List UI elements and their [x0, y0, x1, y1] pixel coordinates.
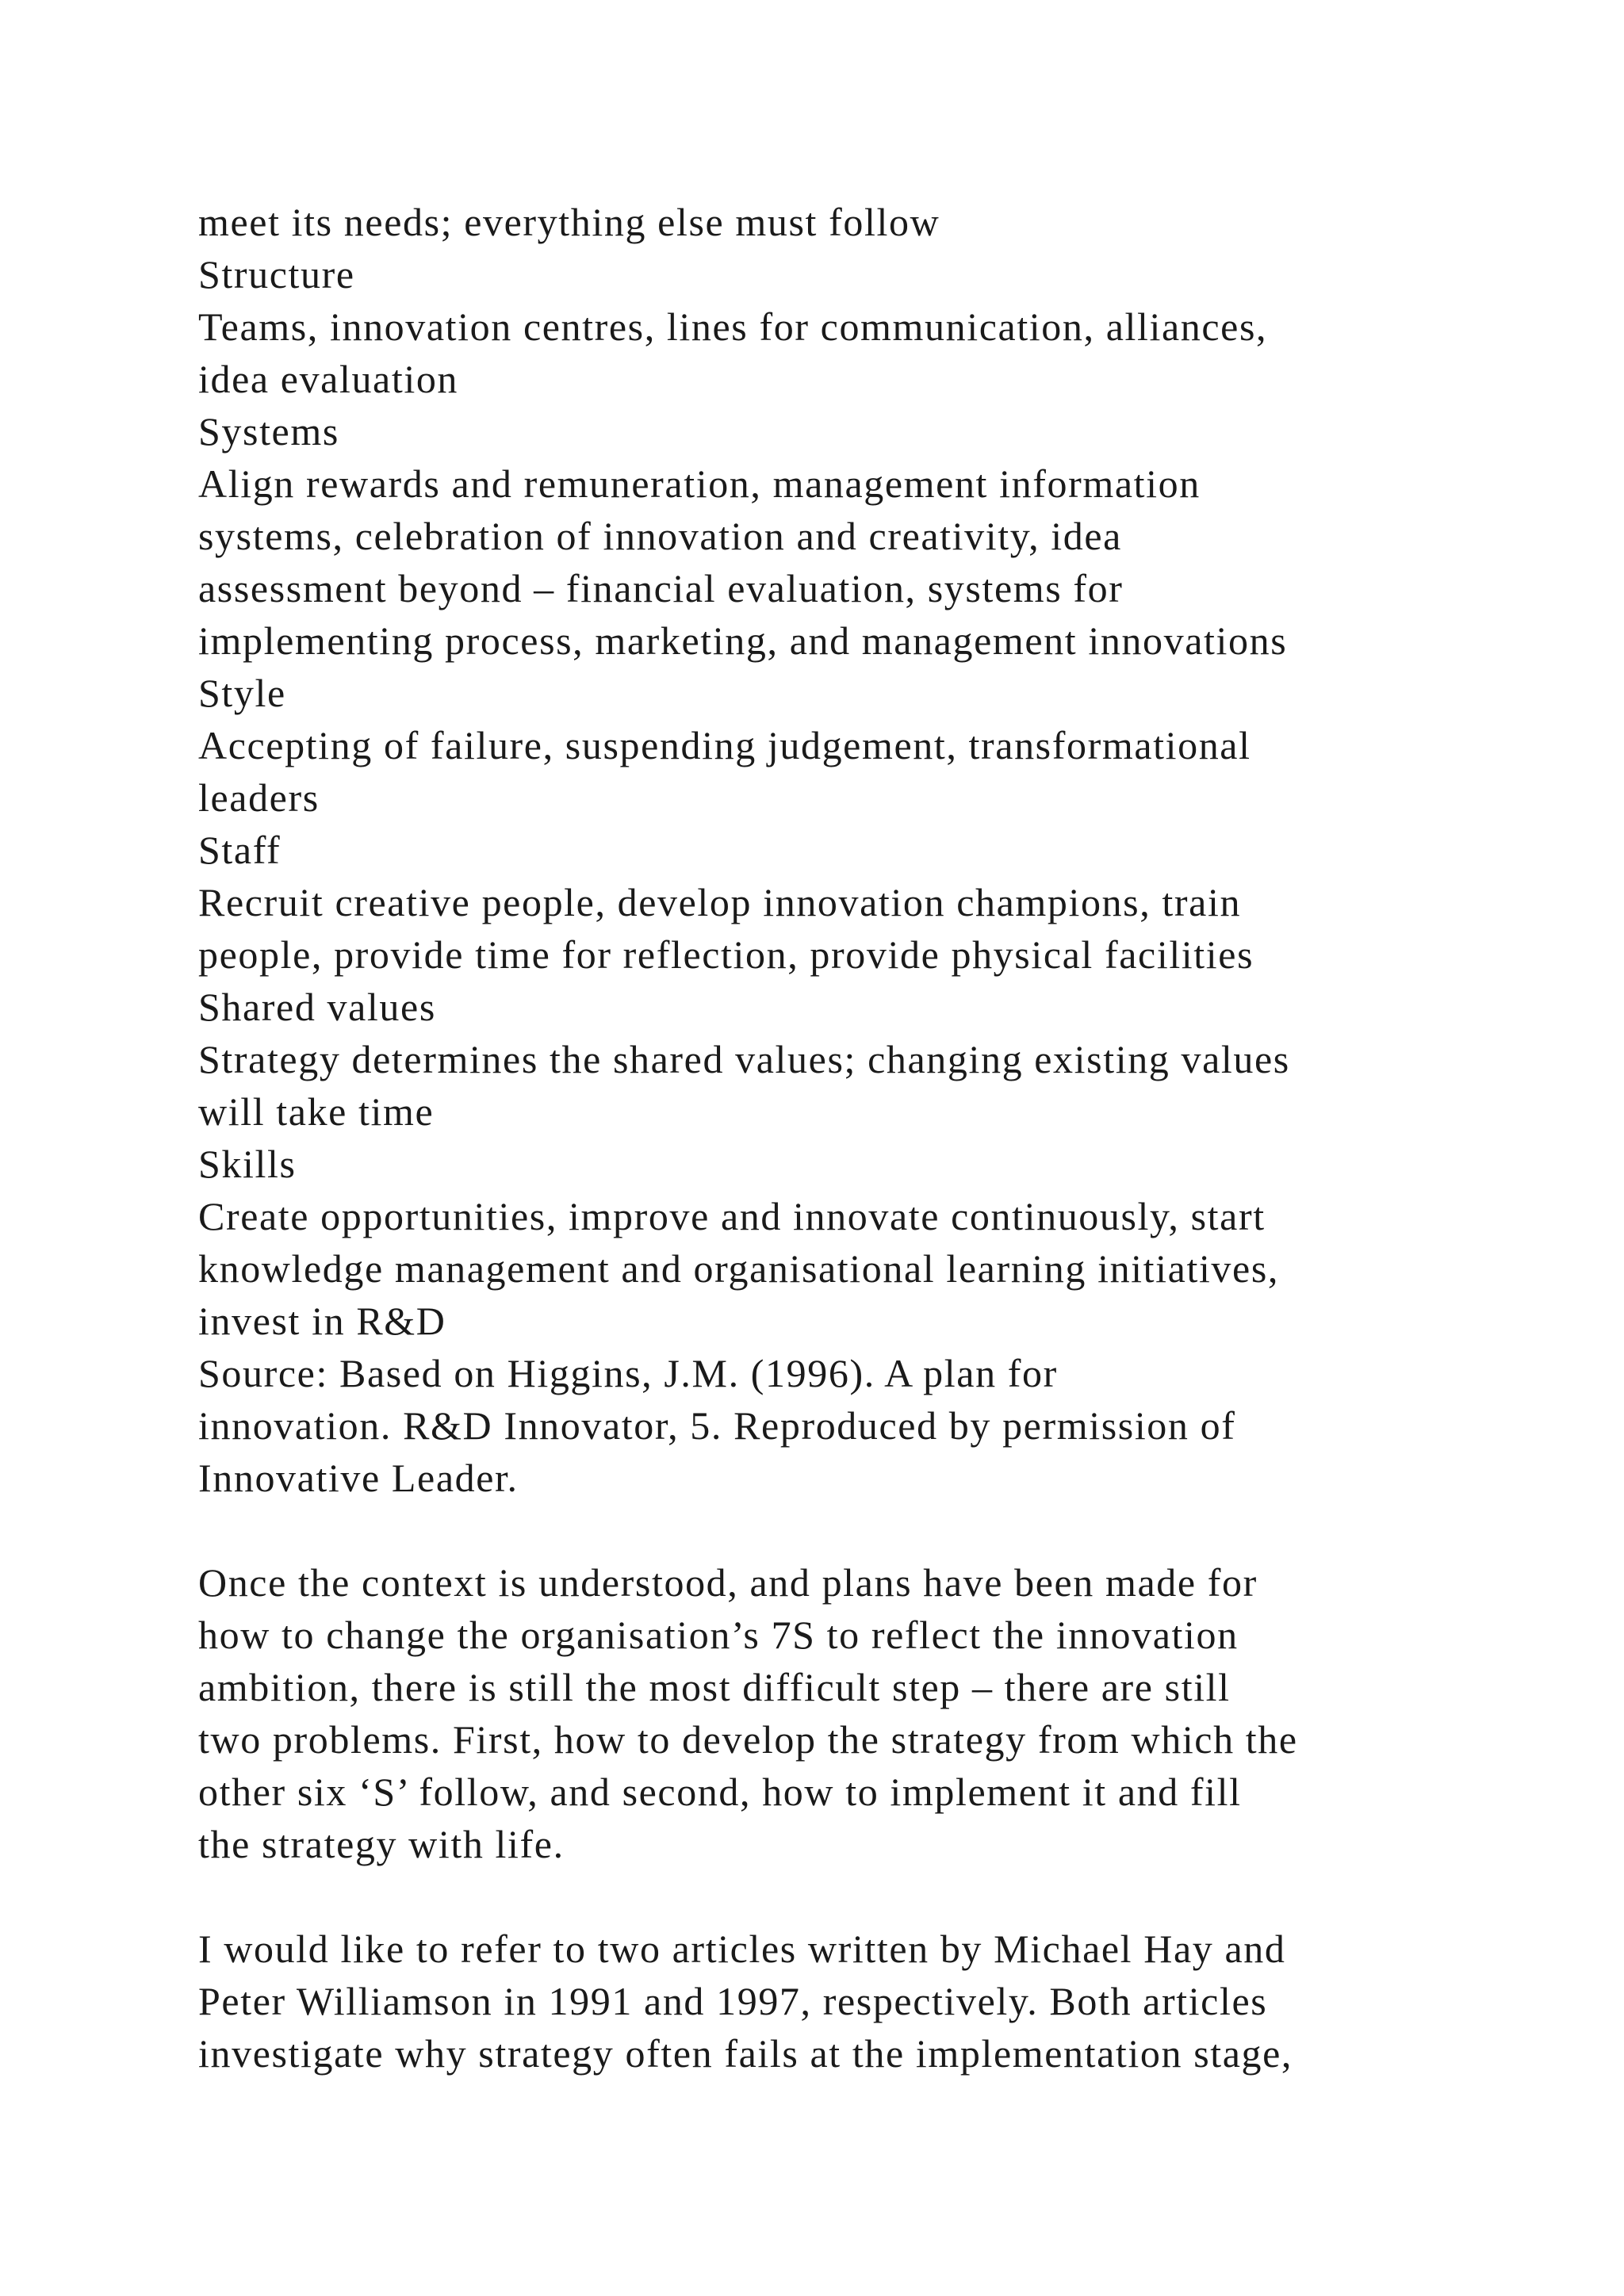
source-citation: Source: Based on Higgins, J.M. (1996). A plan for [198, 1351, 1058, 1395]
text-line: Once the context is understood, and plans have been made for [198, 1560, 1258, 1605]
text-line: Accepting of failure, suspending judgement, transformational [198, 723, 1251, 767]
row-heading-staff: Staff [198, 828, 282, 872]
paragraph-spacer [198, 1870, 1546, 1923]
text-line: leaders [198, 775, 320, 820]
text-line: will take time [198, 1089, 435, 1134]
text-line: Strategy determines the shared values; changing existing values [198, 1037, 1290, 1081]
document-page [198, 196, 1546, 2080]
paragraph-spacer [198, 1504, 1546, 1556]
table-content [198, 196, 1546, 1504]
source-citation: innovation. R&D Innovator, 5. Reproduced by permission of [198, 1403, 1236, 1448]
text-line: ambition, there is still the most difficult step – there are still [198, 1665, 1231, 1709]
text-line: Teams, innovation centres, lines for communication, alliances, [198, 304, 1268, 349]
text-line: invest in R&D [198, 1299, 446, 1343]
text-line: investigate why strategy often fails at the implementation stage, [198, 2031, 1293, 2076]
text-line: Peter Williamson in 1991 and 1997, respectively. Both articles [198, 1979, 1268, 2023]
row-heading-structure: Structure [198, 252, 355, 297]
row-heading-style: Style [198, 671, 286, 715]
paragraph-2 [198, 1923, 1546, 2080]
text-line: two problems. First, how to develop the strategy from which the [198, 1717, 1298, 1762]
text-line: Recruit creative people, develop innovation champions, train [198, 880, 1242, 924]
text-line: I would like to refer to two articles written by Michael Hay and [198, 1927, 1286, 1971]
text-line: Create opportunities, improve and innovate continuously, start [198, 1194, 1266, 1238]
source-citation: Innovative Leader. [198, 1456, 519, 1500]
text-line: assessment beyond – financial evaluation, systems for [198, 566, 1124, 610]
text-line: Align rewards and remuneration, management information [198, 461, 1201, 506]
text-line: knowledge management and organisational learning initiatives, [198, 1246, 1279, 1291]
text-line: people, provide time for reflection, provide physical facilities [198, 932, 1254, 977]
text-line: idea evaluation [198, 357, 459, 401]
text-line: meet its needs; everything else must follow [198, 200, 940, 244]
row-heading-shared-values: Shared values [198, 985, 436, 1029]
row-heading-skills: Skills [198, 1142, 297, 1186]
row-heading-systems: Systems [198, 409, 339, 453]
text-line: other six ‘S’ follow, and second, how to implement it and fill [198, 1770, 1242, 1814]
text-line: how to change the organisation’s 7S to reflect the innovation [198, 1613, 1239, 1657]
paragraph-1 [198, 1556, 1546, 1870]
text-line: systems, celebration of innovation and creativity, idea [198, 514, 1122, 558]
text-line: the strategy with life. [198, 1822, 565, 1866]
text-line: implementing process, marketing, and management innovations [198, 618, 1288, 663]
